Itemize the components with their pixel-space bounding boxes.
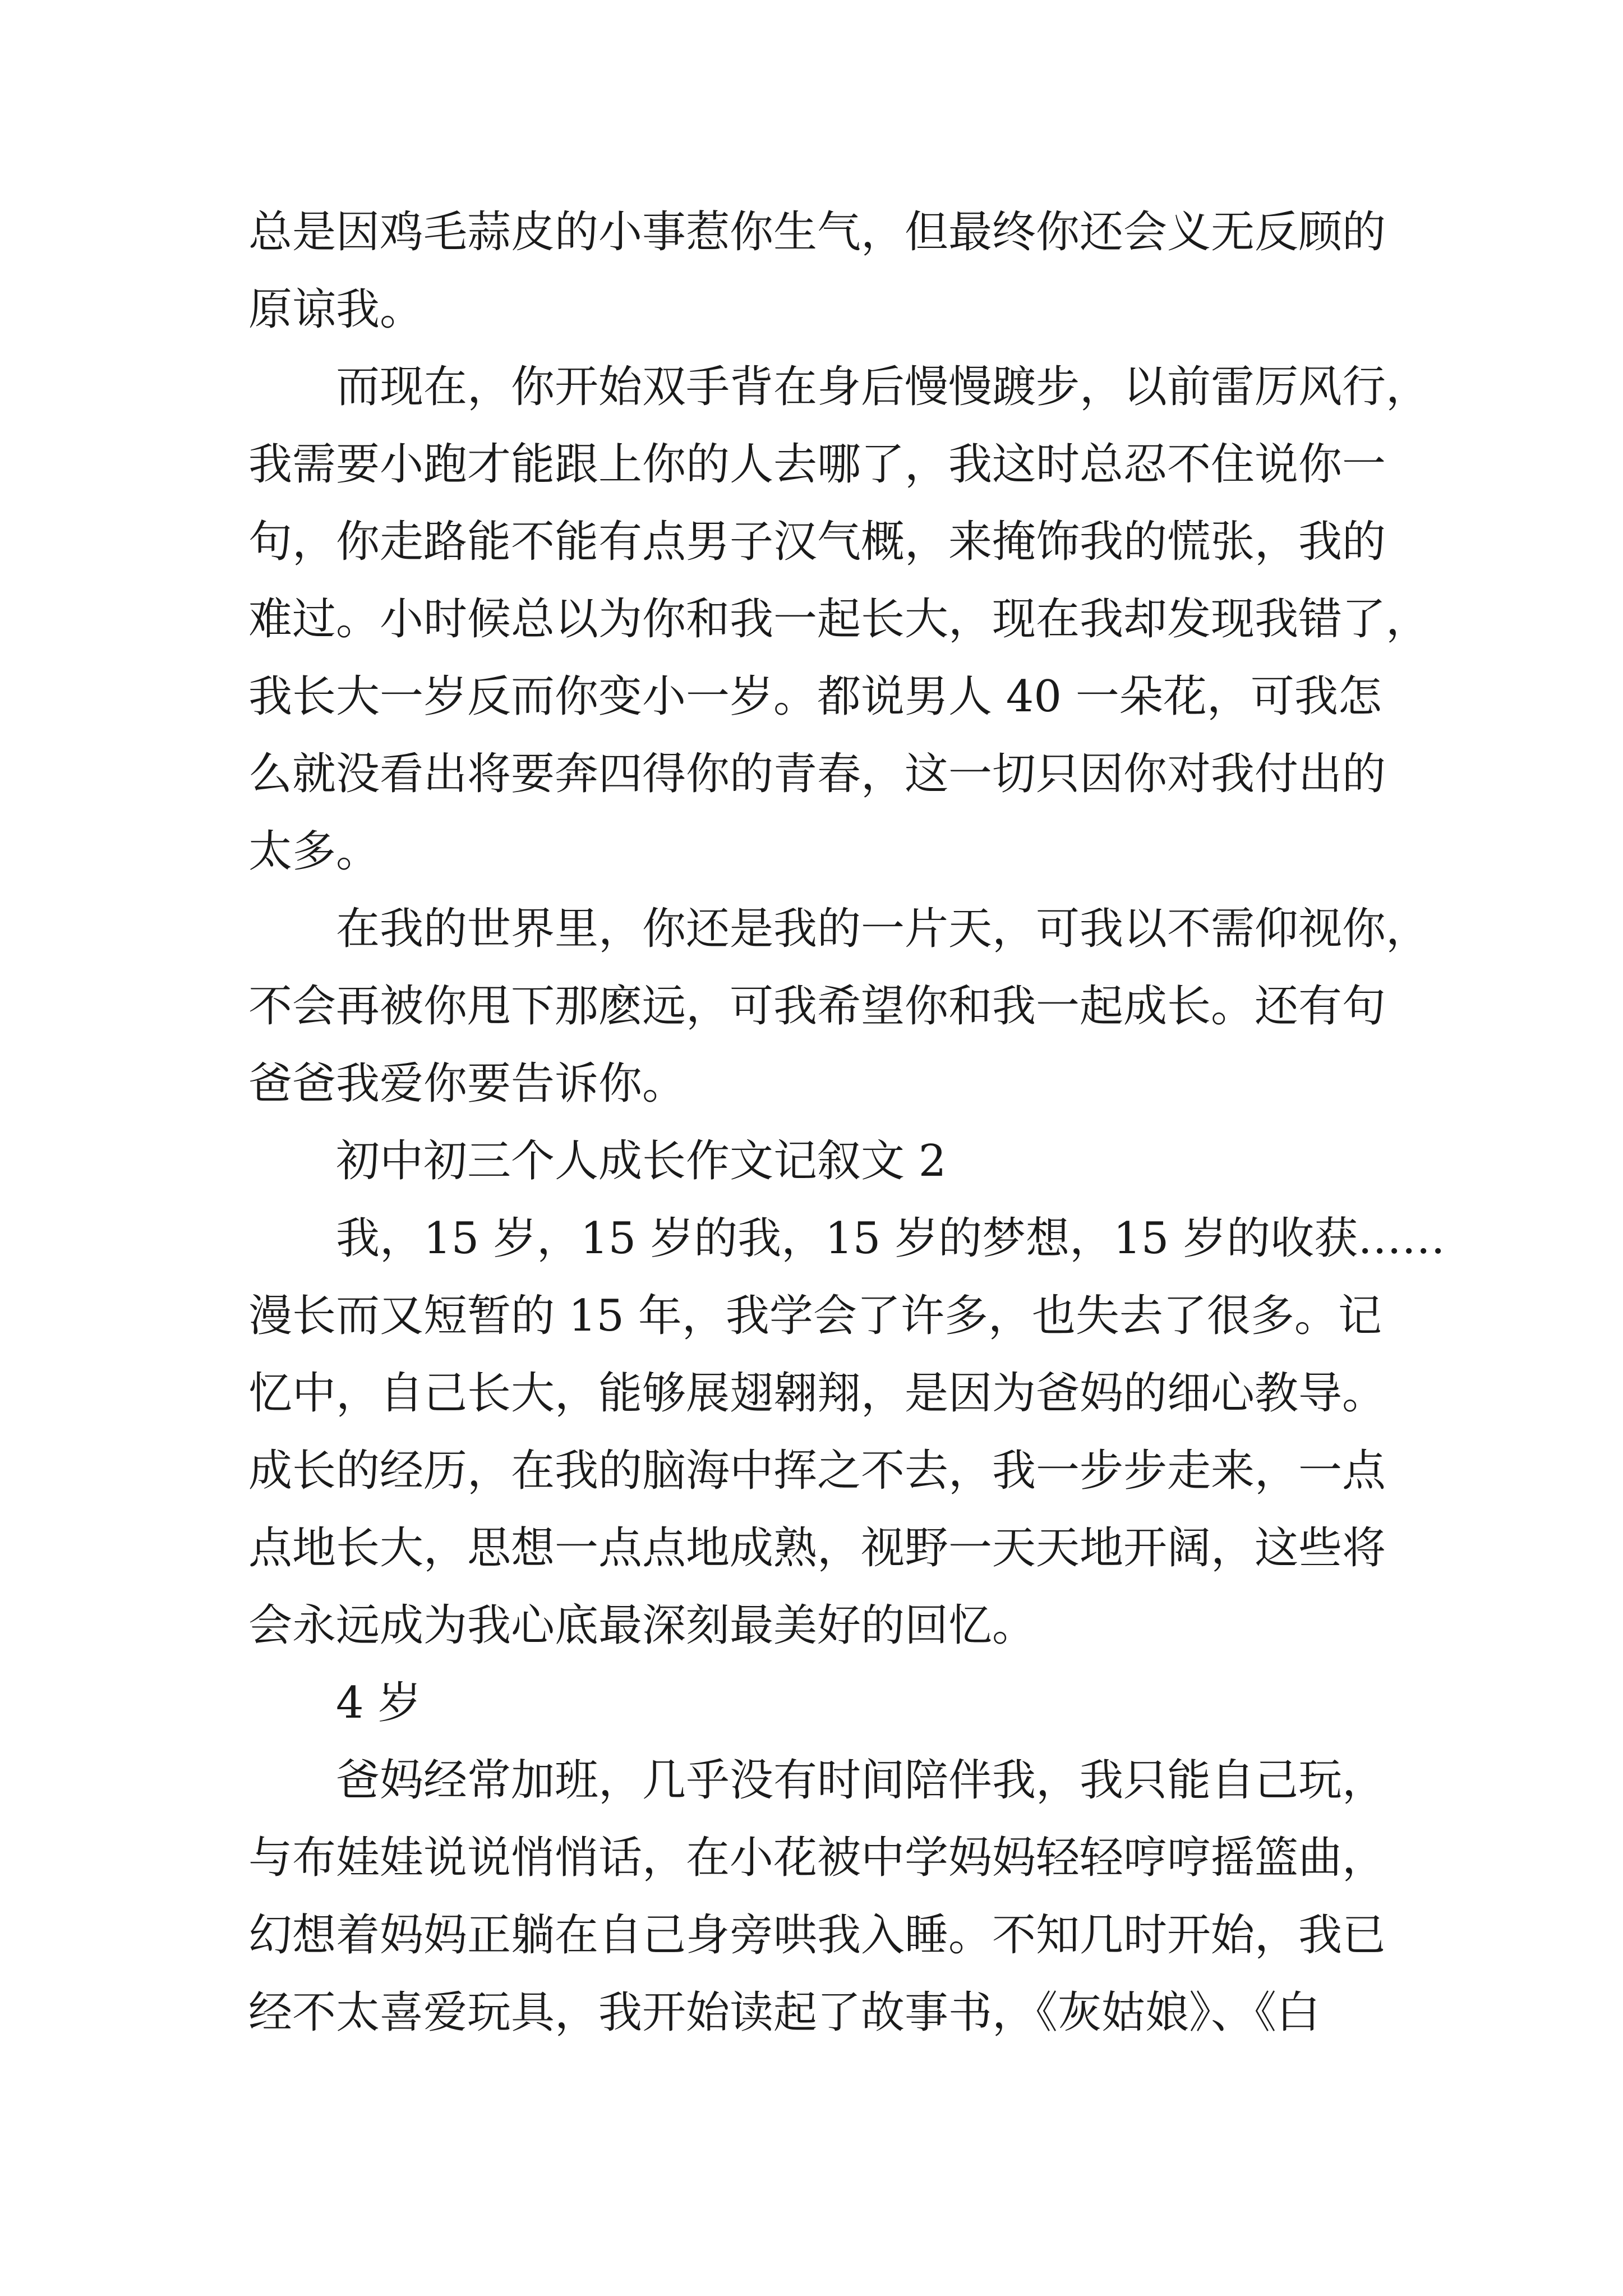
- text-line: 成长的经历，在我的脑海中挥之不去，我一步步走来，一点: [248, 1446, 1386, 1496]
- text-line: 忆中，自己长大，能够展翅翱翔，是因为爸妈的细心教导。: [248, 1368, 1386, 1419]
- text-line: 么就没看出将要奔四得你的青春，这一切只因你对我付出的: [248, 749, 1386, 799]
- text-line: 幻想着妈妈正躺在自己身旁哄我入睡。不知几时开始，我已: [248, 1910, 1386, 1961]
- text-line: 点地长大，思想一点点地成熟，视野一天天地开阔，这些将: [248, 1523, 1386, 1573]
- text-line: 太多。: [248, 826, 380, 877]
- section-heading: 初中初三个人成长作文记叙文 2: [336, 1136, 947, 1186]
- text-line: 原谅我。: [248, 284, 424, 335]
- text-line: 经不太喜爱玩具，我开始读起了故事书，《灰姑娘》、《白: [248, 1987, 1321, 2038]
- text-line: 与布娃娃说说悄悄话，在小花被中学妈妈轻轻哼哼摇篮曲，: [248, 1833, 1386, 1883]
- subsection-heading: 4 岁: [336, 1678, 422, 1728]
- text-line: 漫长而又短暂的 15 年，我学会了许多，也失去了很多。记: [248, 1291, 1382, 1341]
- text-line: 会永远成为我心底最深刻最美好的回忆。: [248, 1600, 1036, 1651]
- text-line: 难过。小时候总以为你和我一起长大，现在我却发现我错了，: [248, 594, 1430, 645]
- paragraph-start-line: 而现在，你开始双手背在身后慢慢踱步，以前雷厉风行，: [336, 362, 1430, 412]
- paragraph-start-line: 在我的世界里，你还是我的一片天，可我以不需仰视你，: [336, 904, 1430, 954]
- text-line: 句，你走路能不能有点男子汉气概，来掩饰我的慌张，我的: [248, 517, 1386, 567]
- text-line: 不会再被你甩下那麽远，可我希望你和我一起成长。还有句: [248, 981, 1386, 1032]
- text-line: 爸爸我爱你要告诉你。: [248, 1059, 686, 1109]
- text-line: 我需要小跑才能跟上你的人去哪了，我这时总忍不住说你一: [248, 439, 1386, 490]
- text-line: 总是因鸡毛蒜皮的小事惹你生气，但最终你还会义无反顾的: [248, 207, 1386, 257]
- paragraph-start-line: 爸妈经常加班，几乎没有时间陪伴我，我只能自己玩，: [336, 1755, 1386, 1806]
- document-body: [248, 194, 1446, 2051]
- text-line: 我长大一岁反而你变小一岁。都说男人 40 一朵花，可我怎: [248, 671, 1382, 722]
- paragraph-start-line: 我，15 岁，15 岁的我，15 岁的梦想，15 岁的收获……: [336, 1213, 1446, 1264]
